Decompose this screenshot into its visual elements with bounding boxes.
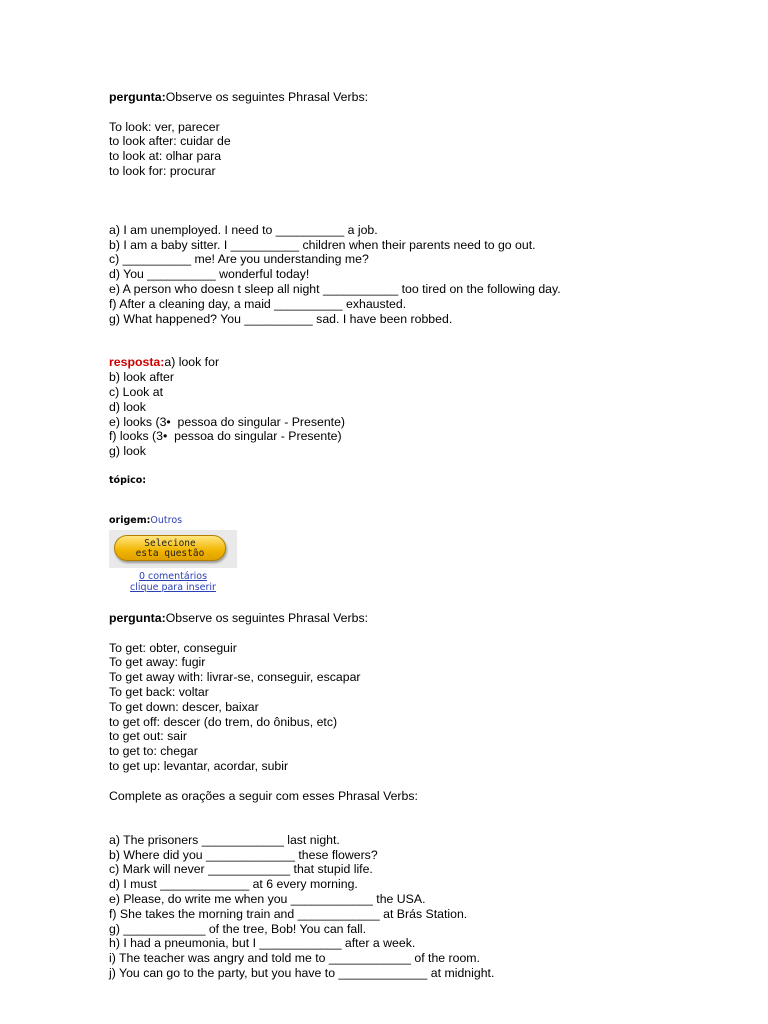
question-1-header — [109, 90, 729, 105]
verb-definition: To get back: voltar — [109, 684, 209, 699]
answer-item: a) look for — [164, 355, 220, 370]
exercise-sentence: g) What happened? You __________ sad. I have been robbed. — [109, 311, 453, 326]
verb-definition: to look at: olhar para — [109, 149, 222, 164]
verb-definition: to look after: cuidar de — [109, 134, 231, 149]
question-label: pergunta: — [109, 90, 166, 104]
exercise-sentence: a) I am unemployed. I need to __________ a job. — [109, 222, 378, 237]
exercise-sentence: f) She takes the morning train and ____________ at Brás Station. — [109, 906, 468, 921]
exercise-sentence: d) I must _____________ at 6 every morning. — [109, 877, 358, 892]
comments-link[interactable]: 0 comentários — [138, 570, 208, 582]
verb-definition: To get away with: livrar-se, conseguir, escapar — [109, 670, 361, 685]
exercise-sentence: h) I had a pneumonia, but I ____________ after a week. — [109, 936, 416, 951]
exercise-sentence: j) You can go to the party, but you have to _____________ at midnight. — [109, 966, 495, 981]
verb-definition: to get up: levantar, acordar, subir — [109, 758, 289, 773]
exercise-sentence: a) The prisoners ____________ last night. — [109, 832, 340, 847]
answer-item: g) look — [109, 444, 146, 459]
verb-definition: to look for: procurar — [109, 163, 216, 178]
origin-row — [109, 515, 729, 527]
answer-item: e) looks (3• pessoa do singular - Presente) — [109, 414, 346, 429]
question-prompt: Observe os seguintes Phrasal Verbs: — [165, 610, 369, 625]
verb-definition: to get out: sair — [109, 729, 187, 744]
instruction-text: Complete as orações a seguir com esses Phrasal Verbs: — [109, 788, 418, 803]
answer-header — [109, 355, 729, 370]
select-button-line-2: esta questão — [135, 547, 205, 559]
origin-label: origem: — [109, 514, 151, 526]
verb-definition: To get away: fugir — [109, 655, 206, 670]
exercise-sentence: b) I am a baby sitter. I __________ children when their parents need to go out. — [109, 237, 536, 252]
question-prompt: Observe os seguintes Phrasal Verbs: — [165, 90, 369, 104]
exercise-sentence: f) After a cleaning day, a maid __________ exhausted. — [109, 296, 407, 311]
exercise-sentence: c) __________ me! Are you understanding me? — [109, 252, 369, 267]
exercise-sentence: e) A person who doesn t sleep all night ___________ too tired on the following day. — [109, 281, 561, 296]
exercise-sentence: e) Please, do write me when you ____________ the USA. — [109, 892, 426, 907]
exercise-sentence: i) The teacher was angry and told me to ____________ of the room. — [109, 951, 480, 966]
verb-definition: To get down: descer, baixar — [109, 699, 259, 714]
verb-definition: To look: ver, parecer — [109, 119, 220, 134]
select-question-area — [109, 530, 237, 568]
answer-item: f) looks (3• pessoa do singular - Presente) — [109, 429, 342, 444]
select-question-button[interactable] — [114, 535, 226, 561]
exercise-sentence: d) You __________ wonderful today! — [109, 267, 310, 282]
comment-links — [109, 571, 237, 593]
origin-link[interactable]: Outros — [150, 514, 183, 526]
answer-label: resposta: — [109, 355, 165, 370]
topic-label: tópico: — [109, 474, 147, 486]
exercise-sentence: b) Where did you _____________ these flowers? — [109, 847, 378, 862]
verb-definition: to get off: descer (do trem, do ônibus, etc) — [109, 714, 338, 729]
question-label: pergunta: — [109, 610, 166, 625]
exercise-sentence: g) ____________ of the tree, Bob! You can fall. — [109, 921, 367, 936]
verb-definition: to get to: chegar — [109, 744, 198, 759]
select-button-line-1: Selecione — [144, 537, 196, 549]
answer-item: c) Look at — [109, 384, 163, 399]
verb-definition: To get: obter, conseguir — [109, 640, 237, 655]
exercise-sentence: c) Mark will never ____________ that stupid life. — [109, 862, 373, 877]
document-page — [109, 90, 729, 981]
question-2-header — [109, 611, 729, 626]
answer-item: d) look — [109, 399, 146, 414]
answer-item: b) look after — [109, 370, 174, 385]
insert-comment-link[interactable]: clique para inserir — [130, 581, 216, 593]
